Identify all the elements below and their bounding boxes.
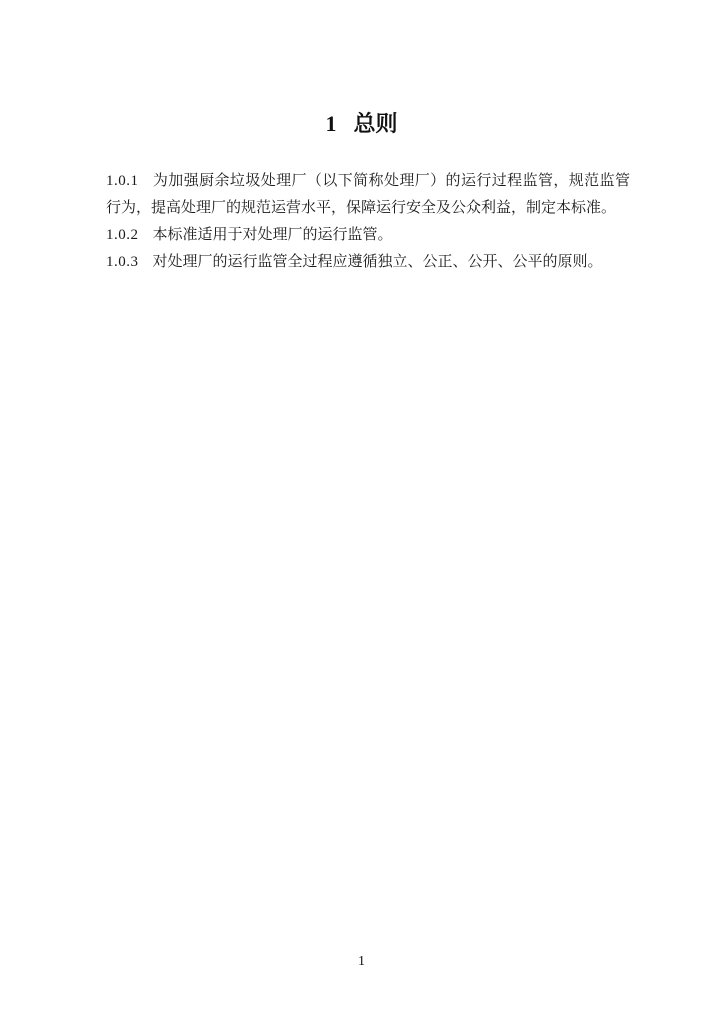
clause-number: 1.0.3 [106, 254, 139, 270]
chapter-title-text: 总则 [353, 111, 398, 136]
clause-1-0-3 [106, 249, 630, 276]
clause-number: 1.0.1 [106, 173, 139, 189]
chapter-body [106, 168, 630, 276]
clause-text: 对处理厂的运行监管全过程应遵循独立、公正、公开、公平的原则。 [152, 254, 603, 270]
page-number: 1 [358, 954, 365, 969]
clause-text: 本标准适用于对处理厂的运行监管。 [152, 227, 393, 243]
clause-number: 1.0.2 [106, 227, 139, 243]
chapter-title [0, 0, 723, 139]
clause-1-0-2 [106, 222, 630, 249]
clause-1-0-1 [106, 168, 630, 222]
chapter-number: 1 [325, 111, 337, 136]
clause-text: 为加强厨余垃圾处理厂（以下简称处理厂）的运行过程监管，规范监管行为，提高处理厂的规范运营水平，保障运行安全及公众利益，制定本标准。 [106, 173, 630, 216]
